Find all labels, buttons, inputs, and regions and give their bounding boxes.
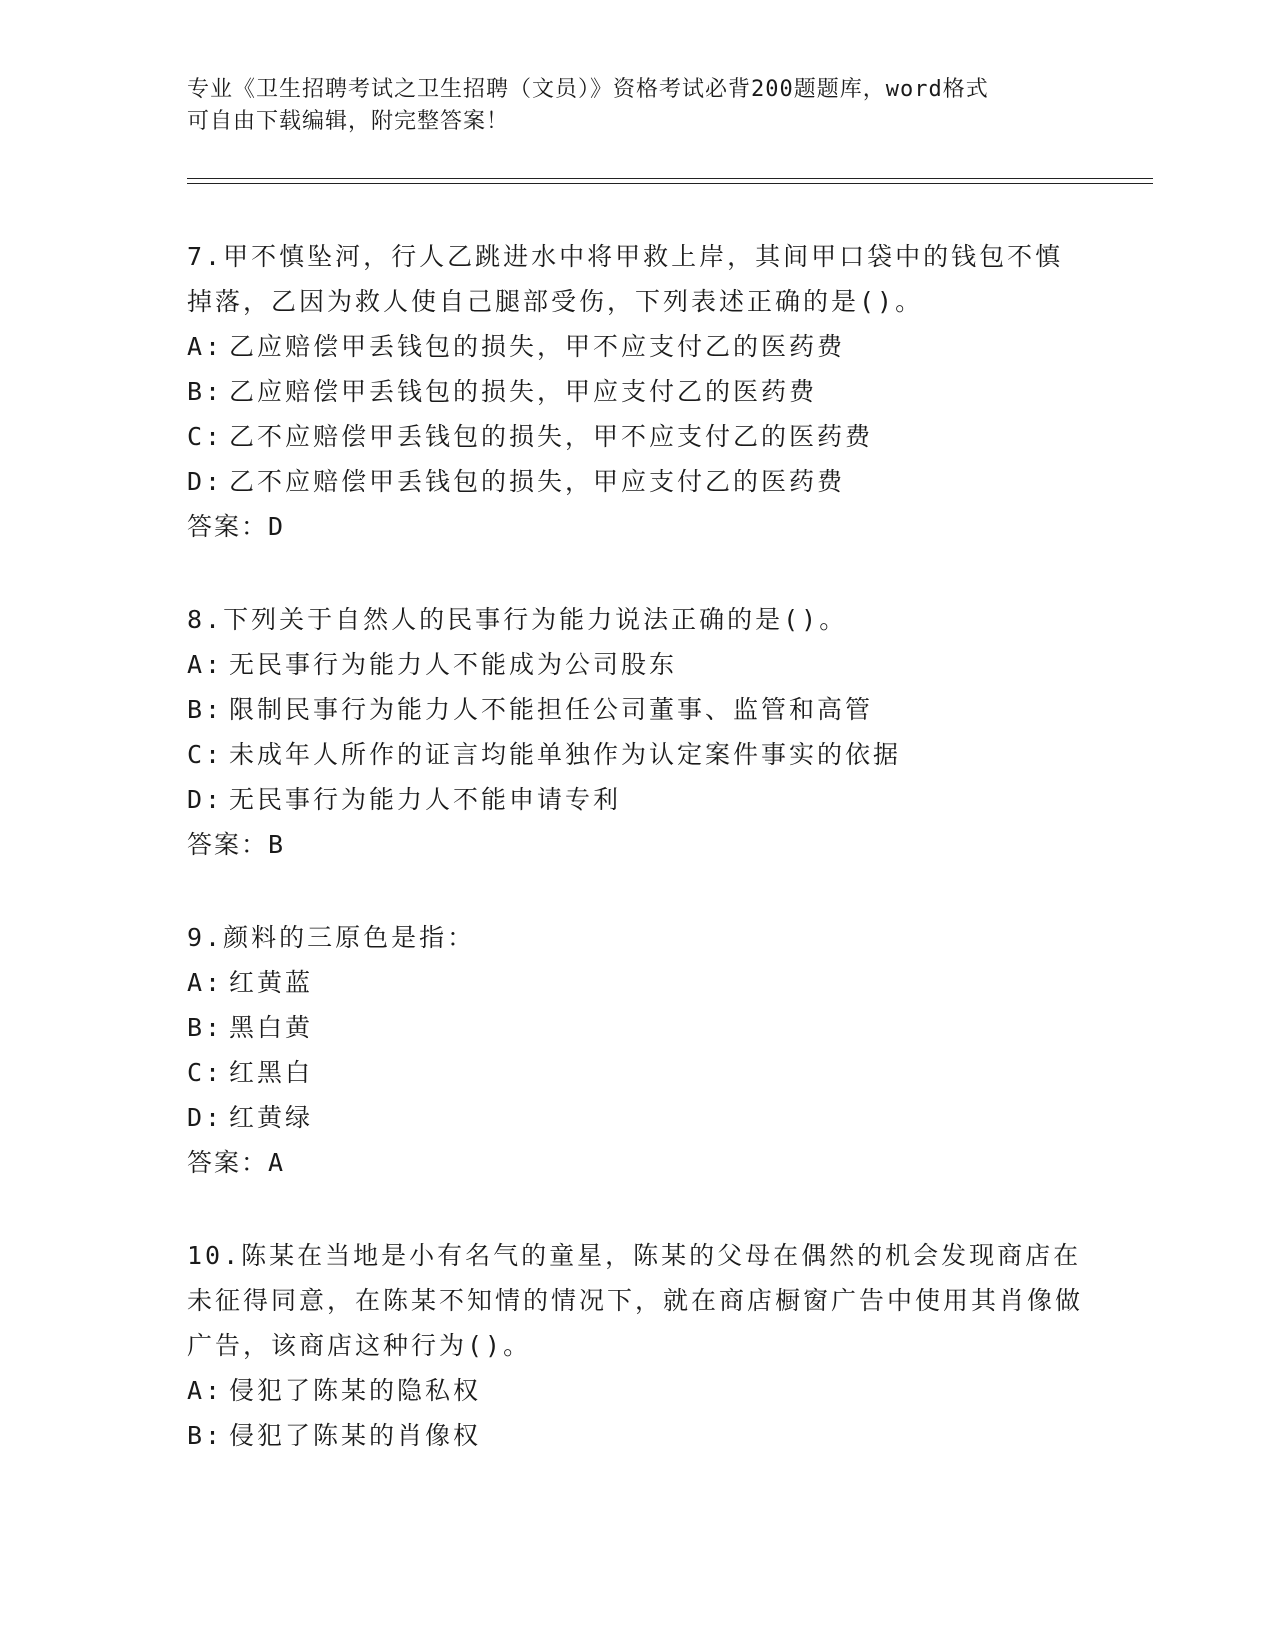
option-text: 无民事行为能力人不能申请专利 [229, 785, 622, 814]
option-text: 侵犯了陈某的隐私权 [229, 1376, 482, 1405]
option-a [187, 960, 1087, 1005]
question-text: 7.甲不慎坠河，行人乙跳进水中将甲救上岸，其间甲口袋中的钱包不慎掉落，乙因为救人使自己腿部受伤，下列表述正确的是()。 [187, 242, 1064, 316]
header-divider-bottom [187, 183, 1153, 184]
header-line-1: 专业《卫生招聘考试之卫生招聘（文员）》资格考试必背200题题库，word格式 [187, 77, 989, 102]
question-text: 8.下列关于自然人的民事行为能力说法正确的是()。 [187, 605, 848, 634]
answer-line: 答案：B [187, 830, 286, 859]
question-7 [187, 234, 1087, 549]
option-label: B: [187, 695, 224, 724]
answer-line: 答案：D [187, 512, 286, 541]
option-c [187, 414, 1087, 459]
option-label: C: [187, 1058, 224, 1087]
option-label: B: [187, 377, 224, 406]
option-b [187, 1005, 1087, 1050]
option-c [187, 1050, 1087, 1095]
option-d [187, 777, 1087, 822]
document-header [187, 74, 1077, 138]
option-text: 乙不应赔偿甲丢钱包的损失，甲不应支付乙的医药费 [229, 422, 874, 451]
option-text: 限制民事行为能力人不能担任公司董事、监管和高管 [229, 695, 874, 724]
answer-line: 答案：A [187, 1148, 286, 1177]
question-8 [187, 597, 1087, 867]
option-d [187, 1095, 1087, 1140]
option-label: A: [187, 1376, 224, 1405]
header-divider-top [187, 178, 1153, 179]
option-label: C: [187, 422, 224, 451]
option-text: 红黑白 [229, 1058, 314, 1087]
option-label: C: [187, 740, 224, 769]
option-label: A: [187, 968, 224, 997]
option-b [187, 369, 1087, 414]
option-text: 侵犯了陈某的肖像权 [229, 1421, 482, 1450]
option-text: 未成年人所作的证言均能单独作为认定案件事实的依据 [229, 740, 902, 769]
option-text: 乙应赔偿甲丢钱包的损失，甲应支付乙的医药费 [229, 377, 818, 406]
option-label: A: [187, 650, 224, 679]
option-label: D: [187, 785, 224, 814]
option-b [187, 687, 1087, 732]
question-text: 10.陈某在当地是小有名气的童星，陈某的父母在偶然的机会发现商店在未征得同意，在陈某不知情的情况下，就在商店橱窗广告中使用其肖像做广告，该商店这种行为()。 [187, 1241, 1084, 1360]
option-b [187, 1413, 1087, 1458]
option-label: A: [187, 332, 224, 361]
option-text: 黑白黄 [229, 1013, 314, 1042]
option-text: 红黄蓝 [229, 968, 314, 997]
option-d [187, 459, 1087, 504]
question-10 [187, 1233, 1087, 1458]
option-c [187, 732, 1087, 777]
option-text: 红黄绿 [229, 1103, 314, 1132]
option-a [187, 1368, 1087, 1413]
question-9 [187, 915, 1087, 1185]
option-label: D: [187, 467, 224, 496]
option-text: 乙不应赔偿甲丢钱包的损失，甲应支付乙的医药费 [229, 467, 846, 496]
option-text: 无民事行为能力人不能成为公司股东 [229, 650, 678, 679]
header-line-2: 可自由下载编辑，附完整答案！ [187, 109, 510, 134]
option-a [187, 642, 1087, 687]
option-text: 乙应赔偿甲丢钱包的损失，甲不应支付乙的医药费 [229, 332, 846, 361]
option-label: D: [187, 1103, 224, 1132]
option-label: B: [187, 1421, 224, 1450]
question-text: 9.颜料的三原色是指： [187, 923, 476, 952]
option-label: B: [187, 1013, 224, 1042]
option-a [187, 324, 1087, 369]
